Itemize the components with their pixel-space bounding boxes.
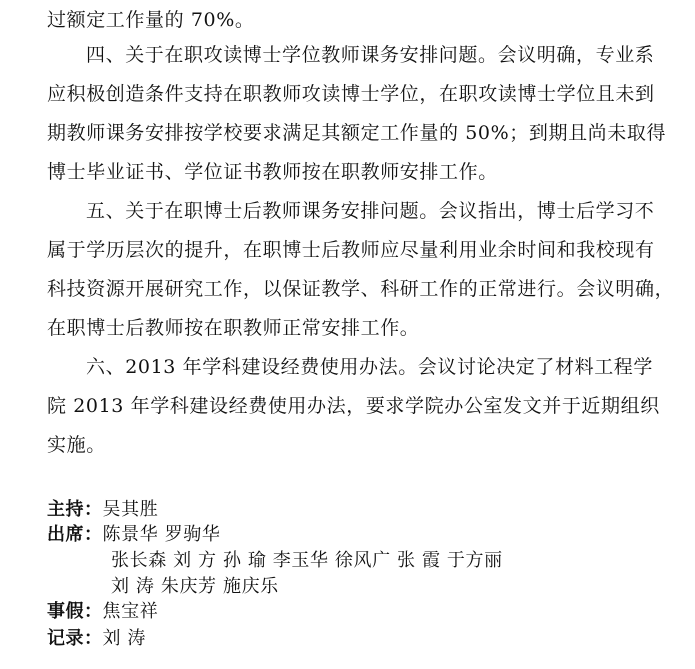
recorder-row xyxy=(47,627,146,651)
host-label: 主持： xyxy=(47,499,103,520)
attendees-line-3: 刘 涛 朱庆芳 施庆乐 xyxy=(111,576,279,597)
item-6-line-3: 实施。 xyxy=(47,434,106,456)
item-5-line-3: 科技资源开展研究工作，以保证教学、科研工作的正常进行。会议明确， xyxy=(47,278,675,300)
item-6-line-2: 院 2013 年学科建设经费使用办法，要求学院办公室发文并于近期组织 xyxy=(47,395,660,417)
item-4-line-3: 期教师课务安排按学校要求满足其额定工作量的 50%；到期且尚未取得 xyxy=(47,122,667,144)
item-5-line-2: 属于学历层次的提升，在职博士后教师应尽量利用业余时间和我校现有 xyxy=(47,239,655,261)
item-6-line-1: 六、2013 年学科建设经费使用办法。会议讨论决定了材料工程学 xyxy=(86,356,653,378)
item-5-line-1: 五、关于在职博士后教师课务安排问题。会议指出，博士后学习不 xyxy=(86,200,655,222)
item-5-line-4: 在职博士后教师按在职教师正常安排工作。 xyxy=(47,317,420,339)
item-4-line-4: 博士毕业证书、学位证书教师按在职教师安排工作。 xyxy=(47,161,498,183)
attendees-label: 出席： xyxy=(47,524,103,545)
host-row xyxy=(47,498,158,522)
item-4-line-2: 应积极创造条件支持在职教师攻读博士学位，在职攻读博士学位且未到 xyxy=(47,83,655,105)
recorder-label: 记录： xyxy=(47,628,103,649)
paragraph-3-last-line: 过额定工作量的 70%。 xyxy=(47,9,255,31)
item-4-line-1: 四、关于在职攻读博士学位教师课务安排问题。会议明确，专业系 xyxy=(86,44,655,66)
attendees-line-2: 张长森 刘 方 孙 瑜 李玉华 徐风广 张 霞 于方丽 xyxy=(111,550,503,571)
leave-row xyxy=(47,600,158,624)
recorder-value: 刘 涛 xyxy=(102,628,147,649)
leave-value: 焦宝祥 xyxy=(102,601,159,622)
host-value: 吴其胜 xyxy=(102,499,159,520)
leave-label: 事假： xyxy=(47,601,103,622)
attendees-line-1: 陈景华 罗驹华 xyxy=(102,524,221,545)
attendees-row xyxy=(47,523,220,547)
